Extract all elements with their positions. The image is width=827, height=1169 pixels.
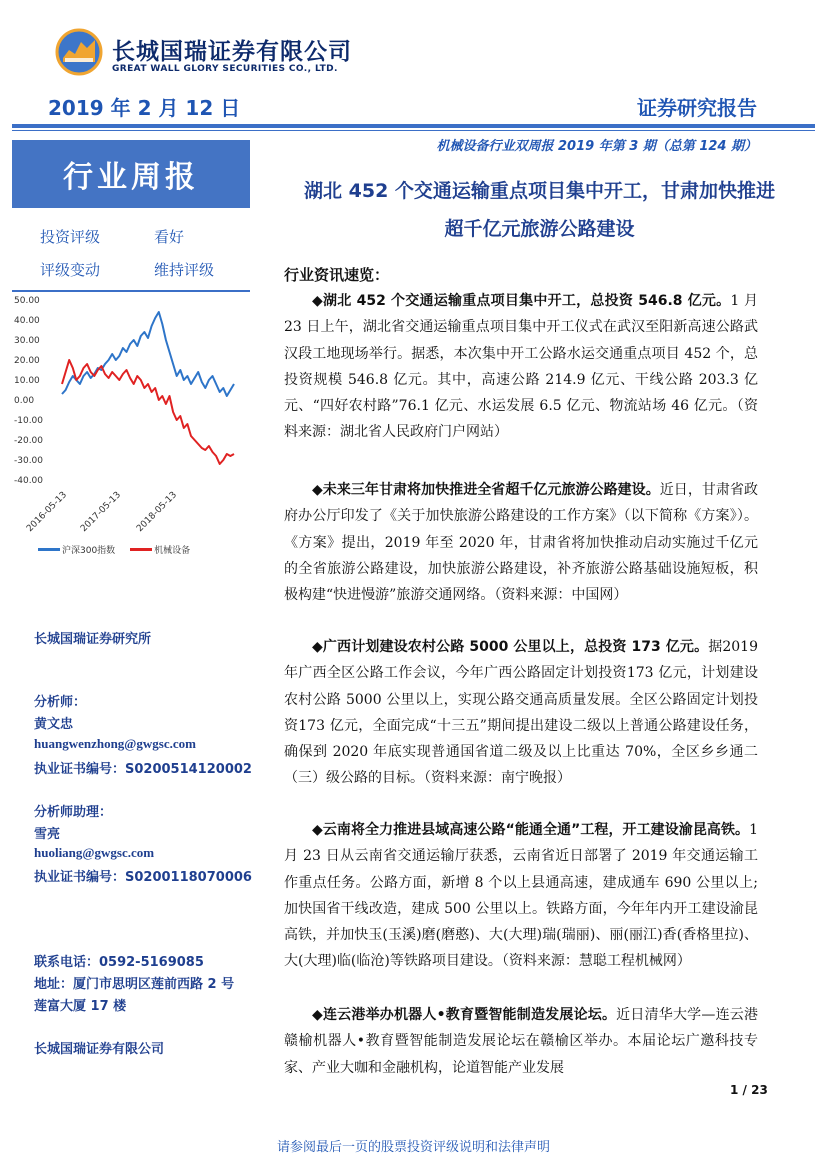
institute-name: 长城国瑞证券研究所 (34, 632, 152, 647)
contact-phone: 联系电话：0592-5169085 (34, 955, 204, 970)
report-type: 证券研究报告 (637, 96, 757, 120)
page-number: 1 / 23 (730, 1083, 768, 1097)
company-name-en: GREAT WALL GLORY SECURITIES CO., LTD. (112, 64, 338, 74)
legend-swatch-machinery (130, 548, 152, 551)
rating-value: 看好 (154, 228, 185, 246)
legend-swatch-hs300 (38, 548, 60, 551)
analyst-email[interactable]: huangwenzhong@gwgsc.com (34, 736, 196, 751)
chart-svg (12, 294, 250, 544)
header-divider (12, 124, 815, 128)
news-item-body: 近日清华大学—连云港赣榆机器人•教育暨智能制造发展论坛在赣榆区举办。本届论坛广邀科技专家、产业大咖和金融机构，论道智能产业发展 (284, 1007, 758, 1076)
rating-change-label: 评级变动 (40, 261, 101, 279)
analyst-label: 分析师： (34, 695, 87, 710)
news-item (284, 477, 758, 608)
rating-panel (12, 214, 250, 292)
rating-label: 投资评级 (40, 228, 101, 246)
news-item (284, 1002, 758, 1081)
legend-label-machinery: 机械设备 (154, 546, 191, 556)
y-tick-label: 40.00 (14, 316, 40, 326)
headline-line-2: 超千亿元旅游公路建设 (444, 218, 635, 240)
news-item-body: 据2019 年广西全区公路工作会议，今年广西公路固定计划投资173 亿元，计划建设农村公路 5000 公里以上，实现公路交通高质量发展。全区公路固定计划投资173 亿元，全面完成“十三五”期间提出建设二级以上普通公路建设任务，确保到 2020 年底实现普通国省道二级及以上比重达 70%，全区乡乡通二（三）级公路的目标。（资料来源：南宁晚报） (284, 639, 758, 787)
y-tick-label: -40.00 (14, 476, 44, 486)
section-title: 行业资讯速览： (284, 266, 390, 284)
y-tick-label: -30.00 (14, 456, 44, 466)
y-tick-label: 10.00 (14, 376, 40, 386)
header-divider-thin (12, 130, 815, 131)
report-date: 2019 年 2 月 12 日 (48, 96, 241, 120)
assistant-name: 雪亮 (34, 827, 61, 842)
legend-label-hs300: 沪深300指数 (62, 546, 116, 556)
y-tick-label: 30.00 (14, 336, 40, 346)
news-item-lead: ◆连云港举办机器人•教育暨智能制造发展论坛。 (312, 1007, 617, 1023)
assistant-email[interactable]: huoliang@gwgsc.com (34, 845, 155, 860)
chart-legend (38, 543, 202, 556)
news-item-lead: ◆云南将全力推进县域高速公路“能通全通”工程，开工建设渝昆高铁。 (312, 822, 750, 838)
footer-disclaimer[interactable]: 请参阅最后一页的股票投资评级说明和法律声明 (276, 1140, 550, 1155)
news-item-lead: ◆未来三年甘肃将加快推进全省超千亿元旅游公路建设。 (312, 482, 660, 498)
contact-address-2: 莲富大厦 17 楼 (34, 999, 127, 1014)
issue-line: 机械设备行业双周报 2019 年第 3 期（总第 124 期） (436, 139, 757, 154)
news-item (284, 288, 758, 446)
performance-chart (12, 294, 250, 564)
company-name-cn: 长城国瑞证券有限公司 (112, 39, 352, 65)
x-tick-label: 2017-05-13 (79, 490, 124, 535)
news-item-body: 近日，甘肃省政府办公厅印发了《关于加快旅游公路建设的工作方案》（以下简称《方案》）。《方案》提出，2019 年至 2020 年，甘肃省将加快推动启动实施过千亿元的全省旅游公路建设，加快旅游公路建设，补齐旅游公路基础设施短板，积极构建“快进慢游”旅游交通网络。（资料来源：中国网） (284, 482, 759, 604)
company-footer-name: 长城国瑞证券有限公司 (34, 1042, 165, 1057)
company-logo-icon (55, 28, 103, 76)
assistant-cert: 执业证书编号：S0200118070006 (34, 870, 252, 885)
news-item (284, 634, 758, 792)
y-tick-label: 50.00 (14, 296, 40, 306)
assistant-label: 分析师助理： (34, 805, 113, 820)
y-tick-label: 0.00 (14, 396, 35, 406)
y-tick-label: -10.00 (14, 416, 44, 426)
y-tick-label: -20.00 (14, 436, 44, 446)
analyst-cert: 执业证书编号：S0200514120002 (34, 762, 252, 777)
analyst-name: 黄文忠 (34, 717, 74, 732)
y-tick-label: 20.00 (14, 356, 40, 366)
news-item-body: 1 月 23 日上午，湖北省交通运输重点项目集中开工仪式在武汉至阳新高速公路武汉段工地现场举行。据悉，本次集中开工公路水运交通重点项目 452 个，总投资规模 546.8 亿元。其中，高速公路 214.9 亿元、干线公路 203.3 亿元、“四好农村路”76.1 亿元、水运发展 6.5 亿元、物流站场 46 亿元。（资料来源：湖北省人民政府门户网站） (284, 293, 758, 441)
contact-address: 地址：厦门市思明区莲前西路 2 号 (34, 977, 235, 992)
x-tick-label: 2016-05-13 (25, 490, 70, 535)
legend-item (38, 543, 115, 556)
news-item (284, 817, 758, 975)
x-tick-label: 2018-05-13 (135, 490, 180, 535)
news-item-lead: ◆湖北 452 个交通运输重点项目集中开工，总投资 546.8 亿元。 (312, 293, 731, 309)
headline-line-1: 湖北 452 个交通运输重点项目集中开工，甘肃加快推进 (304, 180, 775, 202)
rating-change-row (12, 251, 250, 283)
news-item-body: 1 月 23 日从云南省交通运输厅获悉，云南省近日部署了 2019 年交通运输工作重点任务。公路方面，新增 8 个以上县通高速，建成通车 690 公里以上;加快国省干线改造，建成 500 公里以上。铁路方面，今年年内开工建设渝昆高铁，并加快玉(玉溪)磨(磨憨)、大(大理)瑞(瑞丽)、丽(丽江)香(香格里拉)、大(大理)临(临沧)等铁路项目建设。（资料来源：慧聪工程机械网） (284, 822, 758, 970)
legend-item (130, 543, 190, 556)
series-line-machinery (62, 360, 234, 464)
news-item-lead: ◆广西计划建设农村公路 5000 公里以上，总投资 173 亿元。 (312, 639, 709, 655)
report-category-box: 行业周报 (12, 140, 250, 208)
rating-change-value: 维持评级 (154, 261, 215, 279)
rating-row (12, 218, 250, 250)
